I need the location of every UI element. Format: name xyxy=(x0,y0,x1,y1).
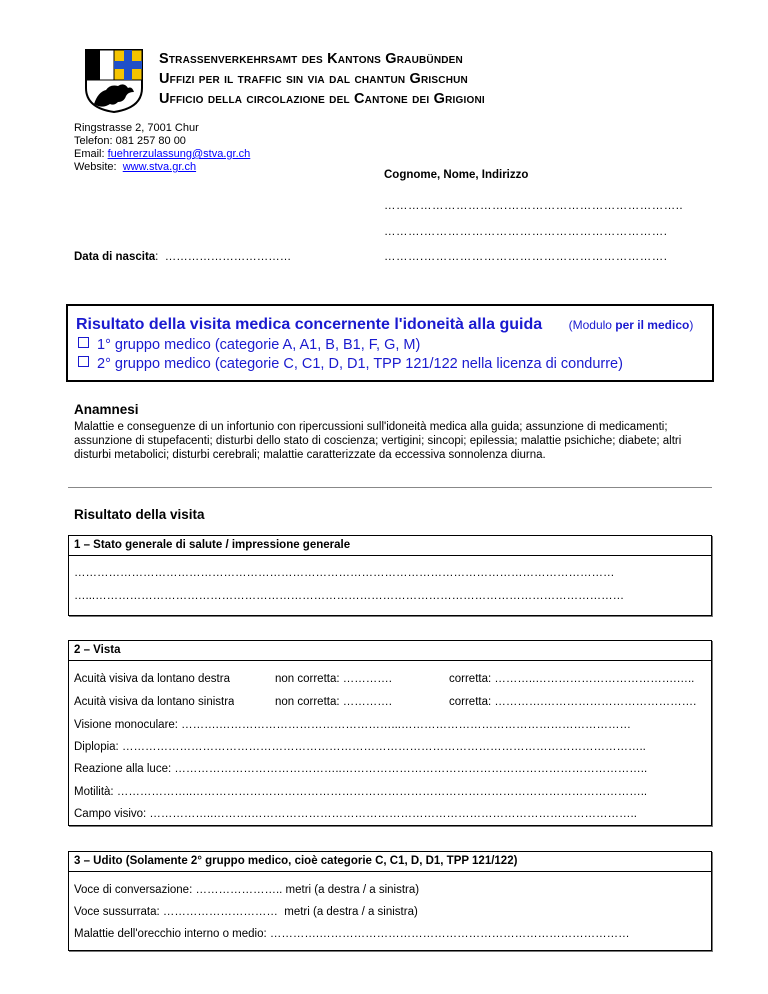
email-link[interactable]: fuehrerzulassung@stva.gr.ch xyxy=(107,148,251,160)
header-line-2: Uffizi per il traffic sin via dal chantun Grischun xyxy=(159,71,468,87)
section-1-title: 1 – Stato generale di salute / impressione generale xyxy=(74,539,351,551)
name-line-1[interactable]: ………………………….…………………………………….. xyxy=(384,200,684,212)
address-website xyxy=(74,161,196,174)
address-email xyxy=(74,148,250,161)
form-note-close: ) xyxy=(689,318,694,332)
vision-right-label: Acuità visiva da lontano destra xyxy=(74,673,230,685)
risultato-title: Risultato della visita xyxy=(74,507,205,522)
form-note xyxy=(569,318,694,332)
option-group-1[interactable] xyxy=(78,337,420,353)
conversation-voice-field[interactable]: Voce di conversazione: ………………….. metri (a destra / a sinistra) xyxy=(74,884,420,896)
option-group-1-label: 1° gruppo medico (categorie A, A1, B, B1, F, G, M) xyxy=(97,337,421,353)
name-line-2[interactable]: ……….……………………………………………………. xyxy=(384,226,668,238)
birth-date-field[interactable]: …………………………… xyxy=(164,251,292,263)
section-vision xyxy=(68,640,712,826)
coat-of-arms-logo xyxy=(84,48,144,114)
vision-right-uncorrected[interactable]: non corretta: …………. xyxy=(275,673,392,685)
checkbox-group-2[interactable] xyxy=(78,356,89,367)
birth-date-row xyxy=(74,251,291,263)
section-general-health xyxy=(68,535,712,616)
monocular-vision-field[interactable]: Visione monoculare: ……….………………………………………...…………………………………………………… xyxy=(74,719,631,731)
header-line-3: Ufficio della circolazione del Cantone dei Grigioni xyxy=(159,91,485,107)
ear-disease-field[interactable]: Malattie dell'orecchio interno o medio: ………….……………………………………………………………………… xyxy=(74,928,630,940)
diplopia-field[interactable]: Diplopia: ……………………………………………………………………………………………………………………….. xyxy=(74,741,646,753)
motility-field[interactable]: Motilità: ………………..……………………………………………………………………………………………………….. xyxy=(74,786,648,798)
result-type-box xyxy=(66,304,714,382)
form-note-open: (Modulo xyxy=(568,318,616,332)
section-3-separator xyxy=(69,871,711,872)
name-line-3[interactable]: ……….……………………………………………………. xyxy=(384,251,668,263)
section-hearing xyxy=(68,851,712,951)
option-group-2-label: 2° gruppo medico (categorie C, C1, D, D1, TPP 121/122 nella licenza di condurre) xyxy=(97,356,623,372)
vision-left-corrected[interactable]: corretta: ………….…………………………………. xyxy=(449,696,697,708)
name-address-label: Cognome, Nome, Indirizzo xyxy=(384,169,529,181)
option-group-2[interactable] xyxy=(78,356,623,372)
vision-left-label: Acuità visiva da lontano sinistra xyxy=(74,696,235,708)
graubuenden-coat-of-arms-icon xyxy=(84,48,144,114)
vision-right-corrected[interactable]: corretta: ………..……………………………….….. xyxy=(449,673,695,685)
birth-date-label: Data di nascita xyxy=(74,251,156,263)
divider xyxy=(68,487,712,488)
result-title xyxy=(76,316,693,334)
vision-left-uncorrected[interactable]: non corretta: …………. xyxy=(275,696,392,708)
address-phone: Telefon: 081 257 80 00 xyxy=(74,135,186,147)
light-reaction-field[interactable]: Reazione alla luce: ……………………………………..…………………………………………………………………….. xyxy=(74,763,648,775)
anamnesi-text: Malattie e conseguenze di un infortunio con ripercussioni sull'idoneità medica alla guida; assunzione di medicamenti; assunzione di stupefacenti; disturbi dello stato di coscienza; vertigini; sincopi; epilessia; malattie psichiche; diabete; altri disturbi metabolici; disturbi cerebrali; malattie caratterizzate da eccessiva sonnolenza diurna. xyxy=(74,421,682,461)
header-line-1: Strassenverkehrsamt des Kantons Graubünden xyxy=(159,51,463,67)
website-label: Website: xyxy=(74,161,123,173)
section-2-title: 2 – Vista xyxy=(74,644,121,656)
section-1-line-1[interactable]: …………………………………………………………………………………………………………………………… xyxy=(74,567,615,579)
section-3-title: 3 – Udito (Solamente 2° gruppo medico, cioè categorie C, C1, D, D1, TPP 121/122) xyxy=(74,855,518,867)
visual-field-field[interactable]: Campo visivo: ……………..……….……………………………………………………………………………………….. xyxy=(74,808,637,820)
email-label: Email: xyxy=(74,148,108,160)
section-2-separator xyxy=(69,660,711,661)
section-1-separator xyxy=(69,555,711,556)
result-title-text: Risultato della visita medica concernente l'idoneità alla guida xyxy=(76,316,543,333)
birth-date-colon: : xyxy=(155,251,159,263)
checkbox-group-1[interactable] xyxy=(78,337,89,348)
address-street: Ringstrasse 2, 7001 Chur xyxy=(74,122,199,134)
anamnesi-title: Anamnesi xyxy=(74,402,139,417)
form-note-bold: per il medico xyxy=(615,318,690,332)
section-1-line-2[interactable]: …...………………………………………………………………………………………………………………………… xyxy=(74,590,625,602)
whisper-voice-field[interactable]: Voce sussurrata: ………………………… metri (a destra / a sinistra) xyxy=(74,906,418,918)
website-link[interactable]: www.stva.gr.ch xyxy=(122,161,197,173)
